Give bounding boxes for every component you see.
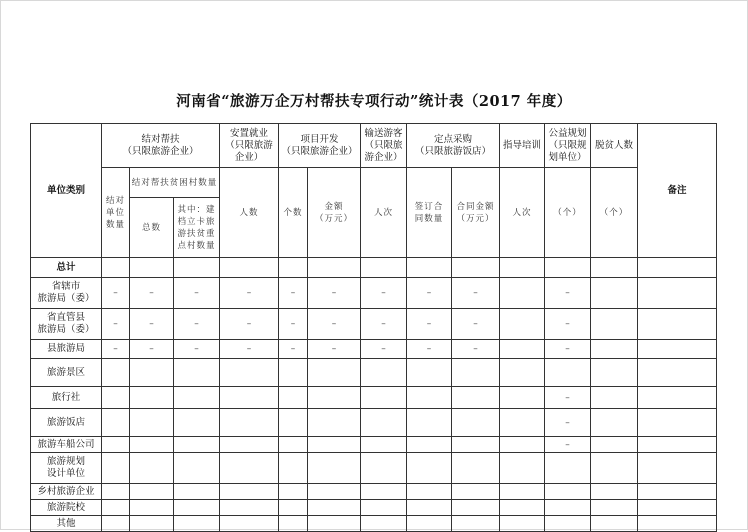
row-label-county-bureau: 县旅游局 xyxy=(31,340,102,359)
table-cell xyxy=(591,309,638,340)
table-cell xyxy=(220,258,279,278)
table-cell xyxy=(308,359,361,387)
table-cell xyxy=(500,359,545,387)
dash-cell: – xyxy=(220,309,279,340)
table-cell xyxy=(591,453,638,484)
table-cell xyxy=(361,484,407,500)
table-cell xyxy=(174,453,220,484)
header-pair-units: 结对 单位 数量 xyxy=(102,168,130,258)
table-cell xyxy=(591,409,638,437)
dash-cell: – xyxy=(545,387,591,409)
table-cell xyxy=(407,516,452,532)
table-cell xyxy=(308,484,361,500)
header-poverty: 脱贫人数 xyxy=(591,124,638,168)
header-planning-unit: （个） xyxy=(545,168,591,258)
table-cell xyxy=(638,340,717,359)
table-cell xyxy=(361,387,407,409)
table-cell xyxy=(279,437,308,453)
dash-cell: – xyxy=(545,340,591,359)
dash-cell: – xyxy=(220,340,279,359)
header-pair-help: 结对帮扶 （只限旅游企业） xyxy=(102,124,220,168)
table-cell xyxy=(361,516,407,532)
dash-cell: – xyxy=(279,278,308,309)
header-tourists: 输送游客 （只限旅 游企业） xyxy=(361,124,407,168)
table-cell xyxy=(638,359,717,387)
dash-cell: – xyxy=(130,309,174,340)
table-cell xyxy=(407,437,452,453)
table-cell xyxy=(638,258,717,278)
table-cell xyxy=(130,500,174,516)
dash-cell: – xyxy=(545,409,591,437)
table-cell xyxy=(545,516,591,532)
table-cell xyxy=(500,258,545,278)
table-cell xyxy=(174,484,220,500)
row-label-tourism-school: 旅游院校 xyxy=(31,500,102,516)
table-cell xyxy=(500,409,545,437)
table-cell xyxy=(102,387,130,409)
table-cell xyxy=(591,258,638,278)
dash-cell: – xyxy=(407,340,452,359)
header-project-count: 个数 xyxy=(279,168,308,258)
table-cell xyxy=(220,387,279,409)
row-label-county-direct-bureau: 省直管县 旅游局（委） xyxy=(31,309,102,340)
table-cell xyxy=(102,500,130,516)
table-cell xyxy=(102,453,130,484)
table-cell xyxy=(452,500,500,516)
table-cell xyxy=(638,453,717,484)
dash-cell: – xyxy=(545,437,591,453)
table-cell xyxy=(591,484,638,500)
table-cell xyxy=(220,359,279,387)
table-cell xyxy=(500,309,545,340)
dash-cell: – xyxy=(102,278,130,309)
table-cell xyxy=(500,437,545,453)
dash-cell: – xyxy=(102,340,130,359)
header-pair-villages: 结对帮扶贫困村数量 xyxy=(130,168,220,198)
table-cell xyxy=(220,437,279,453)
table-cell xyxy=(407,387,452,409)
dash-cell: – xyxy=(308,309,361,340)
table-cell xyxy=(638,500,717,516)
header-project: 项目开发 （只限旅游企业） xyxy=(279,124,361,168)
dash-cell: – xyxy=(452,309,500,340)
header-tourists-unit: 人次 xyxy=(361,168,407,258)
table-cell xyxy=(308,516,361,532)
row-label-planning-unit: 旅游规划 设计单位 xyxy=(31,453,102,484)
dash-cell: – xyxy=(174,278,220,309)
row-label-rural-enterprise: 乡村旅游企业 xyxy=(31,484,102,500)
table-cell xyxy=(407,409,452,437)
row-label-other: 其他 xyxy=(31,516,102,532)
row-label-total: 总计 xyxy=(31,258,102,278)
dash-cell: – xyxy=(407,309,452,340)
table-cell xyxy=(407,359,452,387)
table-cell xyxy=(279,409,308,437)
table-cell xyxy=(591,340,638,359)
table-cell xyxy=(638,409,717,437)
dash-cell: – xyxy=(361,278,407,309)
table-cell xyxy=(638,387,717,409)
dash-cell: – xyxy=(361,309,407,340)
table-cell xyxy=(308,437,361,453)
table-cell xyxy=(130,387,174,409)
table-cell xyxy=(130,453,174,484)
table-cell xyxy=(407,484,452,500)
table-cell xyxy=(361,437,407,453)
dash-cell: – xyxy=(308,340,361,359)
table-cell xyxy=(174,387,220,409)
table-cell xyxy=(308,500,361,516)
header-remarks: 备注 xyxy=(638,124,717,258)
table-cell xyxy=(308,387,361,409)
table-cell xyxy=(279,484,308,500)
header-project-amount: 金额 （万元） xyxy=(308,168,361,258)
header-unit-category: 单位类别 xyxy=(31,124,102,258)
header-contracts: 签订合 同数量 xyxy=(407,168,452,258)
table-cell xyxy=(591,437,638,453)
table-cell xyxy=(500,484,545,500)
header-procurement: 定点采购 （只限旅游饭店） xyxy=(407,124,500,168)
table-cell xyxy=(638,516,717,532)
table-cell xyxy=(545,500,591,516)
table-cell xyxy=(174,516,220,532)
dash-cell: – xyxy=(130,340,174,359)
dash-cell: – xyxy=(174,309,220,340)
table-cell xyxy=(102,484,130,500)
dash-cell: – xyxy=(545,278,591,309)
dash-cell: – xyxy=(361,340,407,359)
page-title: 河南省“旅游万企万村帮扶专项行动”统计表（2017 年度） xyxy=(176,93,572,110)
table-cell xyxy=(308,453,361,484)
dash-cell: – xyxy=(452,340,500,359)
table-cell xyxy=(361,409,407,437)
header-training-unit: 人次 xyxy=(500,168,545,258)
header-planning: 公益规划 （只限规 划单位） xyxy=(545,124,591,168)
table-cell xyxy=(279,258,308,278)
table-cell xyxy=(591,359,638,387)
row-label-scenic-area: 旅游景区 xyxy=(31,359,102,387)
table-cell xyxy=(545,484,591,500)
table-cell xyxy=(638,484,717,500)
table-cell xyxy=(591,516,638,532)
dash-cell: – xyxy=(308,278,361,309)
table-cell xyxy=(279,516,308,532)
table-cell xyxy=(591,278,638,309)
table-cell xyxy=(500,500,545,516)
table-cell xyxy=(174,258,220,278)
table-cell xyxy=(545,359,591,387)
dash-cell: – xyxy=(279,340,308,359)
table-cell xyxy=(591,387,638,409)
table-cell xyxy=(130,359,174,387)
statistics-table xyxy=(30,123,717,532)
table-cell xyxy=(452,387,500,409)
table-cell xyxy=(130,437,174,453)
table-cell xyxy=(500,340,545,359)
table-cell xyxy=(174,359,220,387)
table-cell xyxy=(638,437,717,453)
table-cell xyxy=(220,453,279,484)
header-of-which: 其中：建 档立卡旅 游扶贫重 点村数量 xyxy=(174,198,220,258)
table-cell xyxy=(130,409,174,437)
table-cell xyxy=(638,278,717,309)
table-cell xyxy=(452,453,500,484)
table-cell xyxy=(279,359,308,387)
table-cell xyxy=(220,500,279,516)
header-poverty-unit: （个） xyxy=(591,168,638,258)
table-cell xyxy=(174,437,220,453)
row-label-city-bureau: 省辖市 旅游局（委） xyxy=(31,278,102,309)
row-label-travel-agency: 旅行社 xyxy=(31,387,102,409)
table-cell xyxy=(452,359,500,387)
table-cell xyxy=(102,437,130,453)
table-cell xyxy=(452,516,500,532)
dash-cell: – xyxy=(279,309,308,340)
table-cell xyxy=(500,278,545,309)
table-cell xyxy=(452,484,500,500)
table-cell xyxy=(220,516,279,532)
table-cell xyxy=(279,387,308,409)
header-employment: 安置就业 （只限旅游 企业） xyxy=(220,124,279,168)
table-cell xyxy=(500,453,545,484)
dash-cell: – xyxy=(174,340,220,359)
table-cell xyxy=(407,500,452,516)
table-cell xyxy=(102,258,130,278)
table-cell xyxy=(279,500,308,516)
table-cell xyxy=(361,500,407,516)
table-cell xyxy=(220,409,279,437)
table-cell xyxy=(452,437,500,453)
dash-cell: – xyxy=(407,278,452,309)
table-cell xyxy=(545,258,591,278)
table-cell xyxy=(361,453,407,484)
table-cell xyxy=(638,309,717,340)
table-cell xyxy=(452,258,500,278)
header-total: 总数 xyxy=(130,198,174,258)
row-label-hotel: 旅游饭店 xyxy=(31,409,102,437)
table-cell xyxy=(452,409,500,437)
table-cell xyxy=(130,258,174,278)
table-cell xyxy=(407,453,452,484)
table-cell xyxy=(102,409,130,437)
header-contract-amount: 合同金额 （万元） xyxy=(452,168,500,258)
table-cell xyxy=(308,258,361,278)
dash-cell: – xyxy=(452,278,500,309)
dash-cell: – xyxy=(130,278,174,309)
table-cell xyxy=(130,516,174,532)
dash-cell: – xyxy=(220,278,279,309)
table-cell xyxy=(279,453,308,484)
table-cell xyxy=(220,484,279,500)
table-cell xyxy=(308,409,361,437)
table-cell xyxy=(500,516,545,532)
table-cell xyxy=(174,409,220,437)
table-cell xyxy=(500,387,545,409)
row-label-transport-company: 旅游车船公司 xyxy=(31,437,102,453)
table-cell xyxy=(407,258,452,278)
table-cell xyxy=(174,500,220,516)
dash-cell: – xyxy=(102,309,130,340)
table-cell xyxy=(361,258,407,278)
table-cell xyxy=(591,500,638,516)
table-cell xyxy=(361,359,407,387)
table-cell xyxy=(545,453,591,484)
table-cell xyxy=(102,516,130,532)
header-training: 指导培训 xyxy=(500,124,545,168)
dash-cell: – xyxy=(545,309,591,340)
header-employment-unit: 人数 xyxy=(220,168,279,258)
table-cell xyxy=(130,484,174,500)
table-cell xyxy=(102,359,130,387)
